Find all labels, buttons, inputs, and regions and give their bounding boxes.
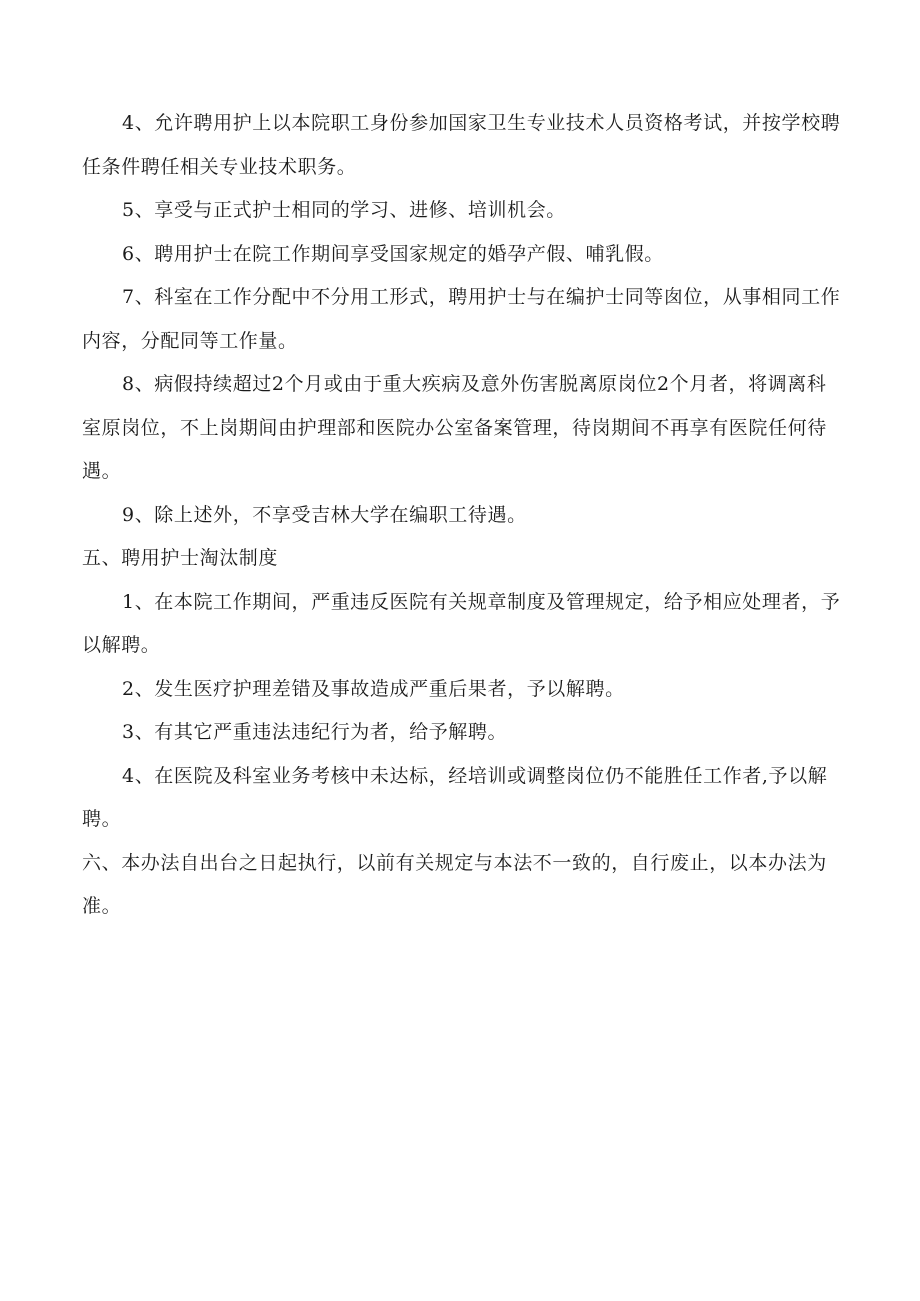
section-heading-elimination: 五、聘用护士淘汰制度 bbox=[82, 547, 279, 569]
document-body bbox=[82, 102, 842, 929]
paragraph-item-8-sick-leave: 8、病假持续超过2个月或由于重大疾病及意外伤害脱离原岗位2个月者，将调离科室原岗位，不上岗期间由护理部和医院办公室备案管理，待岗期间不再享有医院任何待遇。 bbox=[82, 373, 827, 482]
paragraph-elimination-3: 3、有其它严重违法违纪行为者，给予解聘。 bbox=[122, 721, 508, 743]
paragraph-elimination-1: 1、在本院工作期间，严重违反医院有关规章制度及管理规定，给予相应处理者，予以解聘。 bbox=[82, 590, 841, 656]
paragraph-item-5-training: 5、享受与正式护士相同的学习、进修、培训机会。 bbox=[122, 199, 566, 221]
paragraph-elimination-2: 2、发生医疗护理差错及事故造成严重后果者，予以解聘。 bbox=[122, 677, 625, 700]
section-heading-effective-date: 六、本办法自出台之日起执行，以前有关规定与本法不一致的，自行废止，以本办法为准。 bbox=[82, 851, 827, 917]
paragraph-item-4-exam: 4、允许聘用护上以本院职工身份参加国家卫生专业技术人员资格考试，并按学校聘任条件聘任相关专业技术职务。 bbox=[82, 112, 841, 178]
paragraph-item-6-leave: 6、聘用护士在院工作期间享受国家规定的婚孕产假、哺乳假。 bbox=[122, 242, 664, 265]
paragraph-item-9-exclusions: 9、除上述外，不享受吉林大学在编职工待遇。 bbox=[122, 503, 527, 526]
paragraph-item-7-work-allocation: 7、科室在工作分配中不分用工形式，聘用护士与在编护士同等囱位，从事相同工作内容，分配同等工作量。 bbox=[82, 286, 841, 352]
paragraph-elimination-4: 4、在医院及科室业务考核中未达标，经培训或调整岗位仍不能胜任工作者,予以解聘。 bbox=[82, 764, 828, 830]
